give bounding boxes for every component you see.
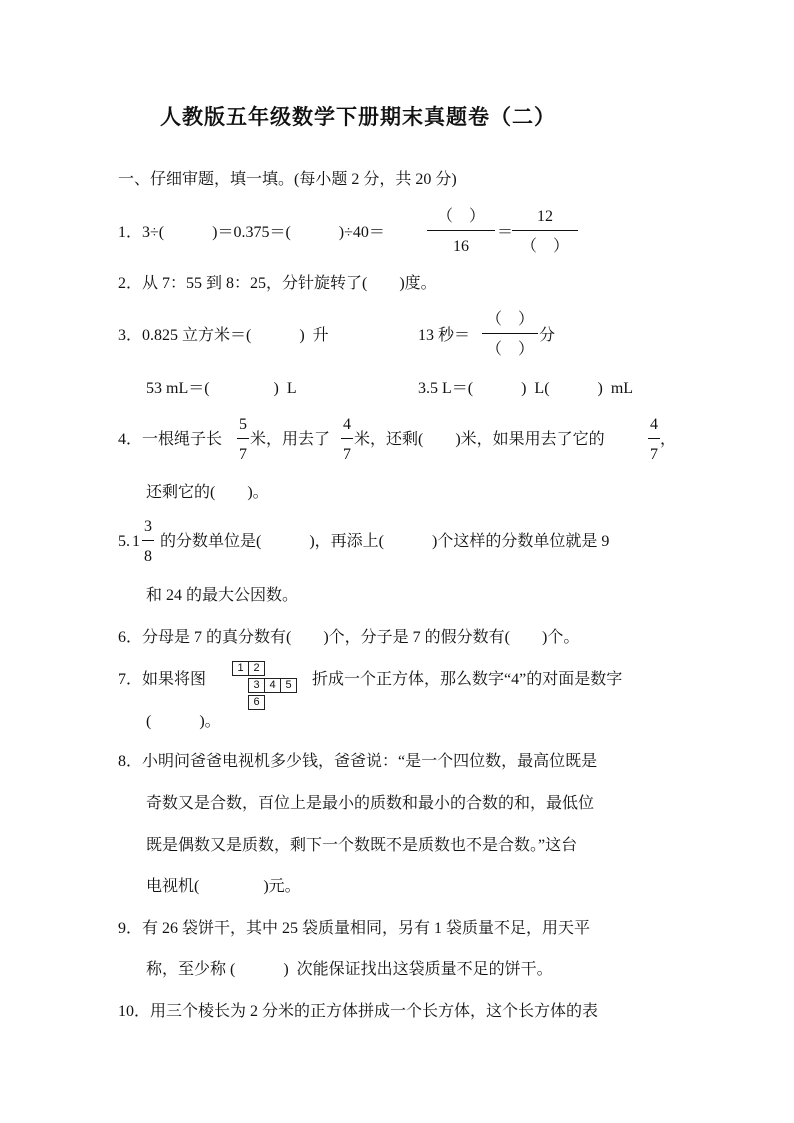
q4-text-1: 4．一根绳子长 — [118, 431, 223, 448]
q8-line-1: 8．小明问爸爸电视机多少钱，爸爸说：“是一个四位数，最高位既是 — [118, 753, 598, 770]
q4-text-2: 米，用去了 — [250, 431, 331, 448]
q4-text-3: 米，还剩( )米，如果用去了它的 — [354, 431, 605, 448]
q4-fraction-1-denominator: 7 — [239, 446, 247, 463]
q3-fraction-numerator: （ ） — [485, 311, 534, 328]
q4-text-4: ， — [660, 431, 677, 448]
q4-fraction-1-numerator: 5 — [239, 416, 247, 433]
question-6: 6．分母是 7 的真分数有( )个，分子是 7 的假分数有( )个。 — [118, 629, 580, 646]
net-cell-4: 4 — [264, 678, 281, 693]
q8-line-3: 既是偶数又是质数，剩下一个数既不是质数也不是合数。”这台 — [146, 837, 578, 854]
q1-fraction-2 — [512, 208, 578, 256]
net-cell-6: 6 — [248, 695, 265, 710]
q5-whole-number: 1 — [132, 533, 140, 550]
net-cell-5: 5 — [280, 678, 297, 693]
q1-fraction-2-numerator: 12 — [537, 208, 553, 225]
q7-text-a: 7．如果将图 — [118, 671, 207, 688]
q9-line-2: 称，至少称 ( ) 次能保证找出这袋质量不足的饼干。 — [146, 961, 553, 978]
q1-fraction-2-denominator: （ ） — [520, 238, 569, 255]
q4-fraction-3-numerator: 4 — [650, 416, 658, 433]
q5-text-a: 的分数单位是( )，再添上( )个这样的分数单位就是 9 — [156, 533, 610, 550]
q5-text-b: 和 24 的最大公因数。 — [146, 587, 299, 604]
net-cell-1: 1 — [232, 661, 249, 676]
q8-line-2: 奇数又是合数，百位上是最小的质数和最小的合数的和，最低位 — [146, 795, 595, 812]
q4-fraction-1 — [237, 416, 249, 464]
q5-fraction — [142, 518, 154, 566]
q1-fraction-1-numerator: （ ） — [436, 208, 485, 225]
q3-text-a: 3．0.825 立方米＝( ) 升 — [118, 327, 329, 344]
q7-text-c: ( )。 — [146, 713, 221, 730]
q3-text-d: 3.5 L＝( ) L( ) mL — [418, 380, 634, 397]
cube-net-figure — [232, 661, 302, 713]
q7-text-b: 折成一个正方体，那么数字“4”的对面是数字 — [312, 671, 623, 688]
page-title: 人教版五年级数学下册期末真题卷（二） — [160, 105, 556, 129]
q4-fraction-2 — [341, 416, 353, 464]
q9-line-1: 9．有 26 袋饼干，其中 25 袋质量相同，另有 1 袋质量不足，用天平 — [118, 920, 591, 937]
question-2: 2．从 7：55 到 8：25，分针旋转了( )度。 — [118, 275, 437, 292]
q1-fraction-1 — [427, 208, 495, 256]
q4-text-5: 还剩它的( )。 — [146, 484, 269, 501]
q4-fraction-2-denominator: 7 — [343, 446, 351, 463]
q1-equals: ＝ — [497, 224, 514, 241]
q8-line-4: 电视机( )元。 — [146, 878, 301, 895]
q5-fraction-denominator: 8 — [144, 548, 152, 565]
q4-fraction-3-denominator: 7 — [650, 446, 658, 463]
q3-text-c: 53 mL＝( ) L — [146, 380, 297, 397]
q5-prefix: 5. — [118, 533, 130, 550]
net-cell-3: 3 — [248, 678, 265, 693]
q1-text: 1．3÷( )＝0.375＝( )÷40＝ — [118, 224, 385, 241]
q5-fraction-numerator: 3 — [144, 518, 152, 535]
q3-fraction — [482, 311, 538, 359]
q3-fraction-denominator: （ ） — [485, 341, 534, 358]
q1-fraction-1-denominator: 16 — [453, 238, 469, 255]
q4-fraction-3 — [648, 416, 660, 464]
net-cell-2: 2 — [248, 661, 265, 676]
question-10: 10．用三个棱长为 2 分米的正方体拼成一个长方体，这个长方体的表 — [118, 1003, 599, 1020]
q3-unit: 分 — [539, 327, 556, 344]
q4-fraction-2-numerator: 4 — [343, 416, 351, 433]
q3-text-b: 13 秒＝ — [418, 327, 471, 344]
section-heading: 一、仔细审题，填一填。(每小题 2 分，共 20 分) — [118, 171, 457, 188]
